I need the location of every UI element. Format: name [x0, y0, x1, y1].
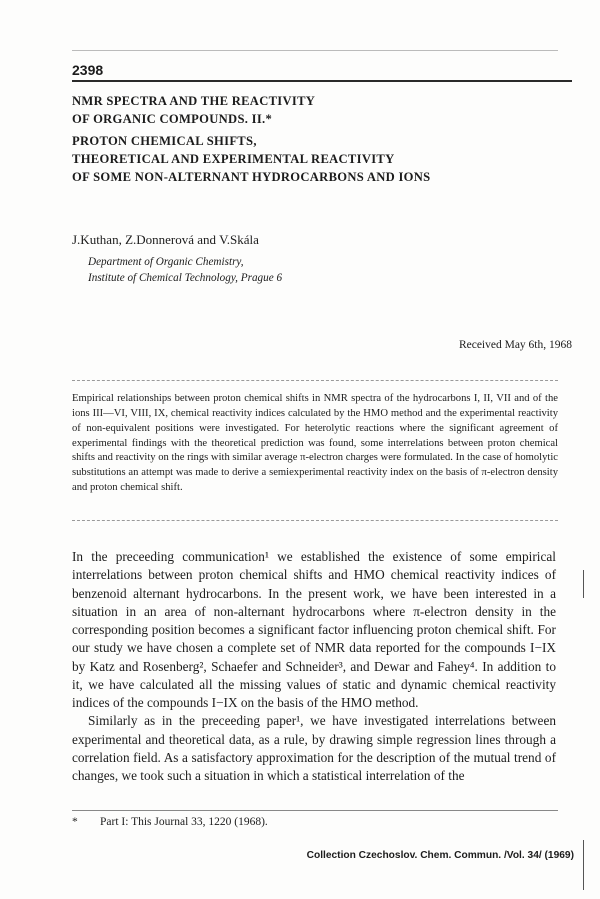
scan-margin-mark	[583, 570, 584, 598]
scan-margin-mark	[583, 840, 584, 890]
authors: J.Kuthan, Z.Donnerová and V.Skála	[72, 232, 259, 247]
footnote-text: Part I: This Journal 33, 1220 (1968).	[100, 816, 268, 828]
header-rule	[72, 80, 572, 82]
header-rule-thin	[72, 50, 558, 51]
abstract-bottom-rule	[72, 520, 558, 521]
received-date: Received May 6th, 1968	[458, 339, 572, 351]
affiliation-line-1: Department of Organic Chemistry,	[88, 256, 244, 268]
journal-citation: Collection Czechoslov. Chem. Commun. /Vol. 34/ (1969)	[306, 850, 574, 861]
paragraph-2: Similarly as in the preceeding paper¹, we have investigated interrelations between experimental and theoretical data, as a rule, by drawing simple regression lines through a correlation field. As a satisfactory approximation for the description of the mutual trend of changes, we took such a situation in which a statistical interrelation of the	[72, 713, 556, 783]
footnote	[72, 816, 268, 828]
footnote-marker: *	[72, 816, 78, 828]
title-line-4: THEORETICAL AND EXPERIMENTAL REACTIVITY	[72, 152, 395, 166]
title-line-3: PROTON CHEMICAL SHIFTS,	[72, 134, 257, 148]
affiliation-line-2: Institute of Chemical Technology, Prague 6	[88, 272, 283, 284]
body-text	[72, 548, 556, 785]
paragraph-1: In the preceeding communication¹ we established the existence of some empirical interrelations between proton chemical shifts and HMO chemical reactivity indices of benzenoid alternant hydrocarbons. In the present work, we have been interested in a situation in an area of non-alternant hydrocarbons where π-electron density in the corresponding position becomes a significant factor influencing proton chemical shift. For our study we have chosen a complete set of NMR data reported for the compounds I−IX by Katz and Rosenberg², Schaefer and Schneider³, and Dewar and Fahey⁴. In addition to it, we have calculated all the missing values of static and dynamic chemical reactivity indices of the compounds I−IX on the basis of the HMO method.	[72, 549, 556, 710]
abstract: Empirical relationships between proton chemical shifts in NMR spectra of the hydrocarbons I, II, VII and of the ions III—VI, VIII, IX, chemical reactivity indices calculated by the HMO method and the experimental reactivity of non-equivalent positions were investigated. For heterolytic reactions where the significant agreement of experimental findings with the theoretical prediction was found, some interrelations between proton chemical shifts and reactivity on the rings with similar average π-electron charges were formulated. In the case of homolytic substitutions an attempt was made to derive a semiexperimental reactivity index on the basis of π-electron density and proton chemical shift.	[72, 393, 558, 494]
title-line-2: OF ORGANIC COMPOUNDS. II.*	[72, 112, 273, 126]
title-line-1: NMR SPECTRA AND THE REACTIVITY	[72, 94, 316, 108]
abstract-top-rule	[72, 380, 558, 381]
page-number: 2398	[72, 62, 104, 78]
title-line-5: OF SOME NON-ALTERNANT HYDROCARBONS AND IONS	[72, 170, 431, 184]
footnote-rule	[72, 810, 558, 811]
